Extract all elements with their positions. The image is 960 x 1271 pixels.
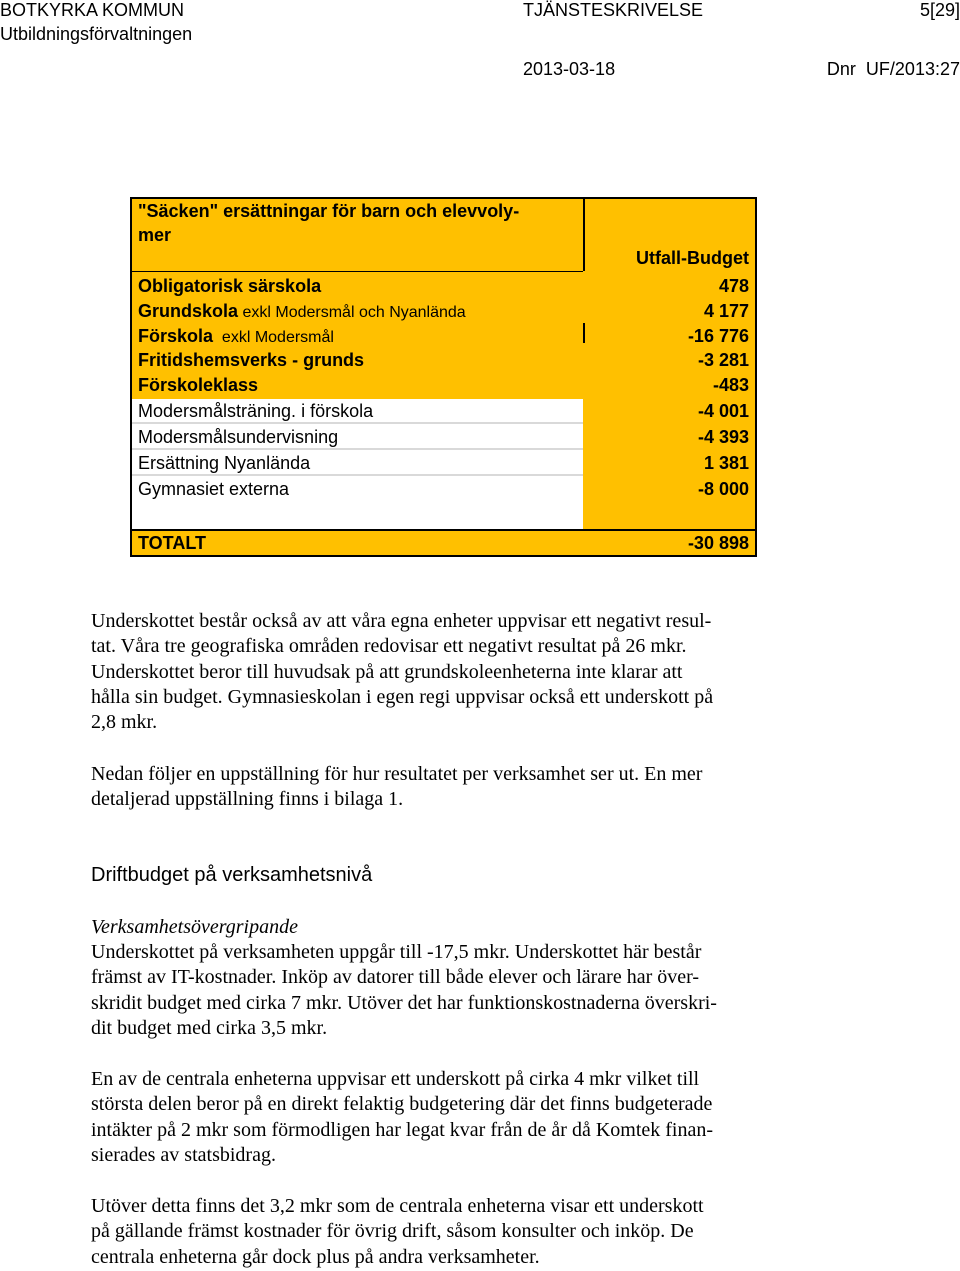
row-value: 478 — [718, 276, 749, 296]
row-label: Modersmålsundervisning — [138, 427, 339, 447]
row-label: Förskola exkl Modersmål — [138, 326, 334, 346]
total-value: -30 898 — [687, 533, 749, 553]
row-label: Gymnasiet externa — [138, 479, 290, 499]
row-value: -4 001 — [697, 401, 749, 421]
paragraph-central-units-other: Utöver detta finns det 3,2 mkr som de centrala enheterna visar ett underskott på gällande främst kostnader för övrig drift, såsom konsulter och inköp. De centrala enheterna går dock plus på andra verksamheter. — [91, 1195, 704, 1268]
total-label: TOTALT — [138, 533, 206, 553]
total-row-divider — [130, 529, 757, 531]
table-title: "Säcken" ersättningar för barn och elevvoly- mer — [138, 201, 520, 245]
row-value: -3 281 — [697, 350, 749, 370]
border-left — [130, 197, 132, 557]
row-value: -483 — [712, 375, 749, 395]
row-value: 1 381 — [703, 453, 749, 473]
document-type: TJÄNSTESKRIVELSE — [523, 0, 704, 20]
row-value: -4 393 — [697, 427, 749, 447]
paragraph-central-unit: En av de centrala enheterna uppvisar ett underskott på cirka 4 mkr vilket till största delen beror på en direkt felaktig budgetering där det finns budgeterade intäkter på 2 mkr som förmodligen har legat kvar från de år då Komtek finan- sierades av statsbidrag. — [91, 1068, 714, 1166]
column-header: Utfall-Budget — [636, 248, 749, 268]
title-column-divider — [583, 197, 585, 271]
total-fill — [130, 529, 757, 557]
page-number: 5[29] — [919, 0, 960, 20]
row-divider — [130, 474, 583, 476]
subheading: Verksamhetsövergripande — [91, 916, 298, 938]
row-divider — [130, 422, 583, 424]
section-heading: Driftbudget på verksamhetsnivå — [91, 864, 373, 886]
paragraph-overview-intro: Nedan följer en uppställning för hur resultatet per verksamhet ser ut. En mer detaljerad uppställning finns i bilaga 1. — [91, 763, 703, 811]
row-label: Ersättning Nyanlända — [138, 453, 311, 473]
row-label: Förskoleklass — [138, 375, 259, 395]
cell-marker — [583, 323, 585, 343]
row-value: -16 776 — [687, 326, 749, 346]
compensation-table — [130, 197, 757, 557]
row-divider — [130, 448, 583, 450]
org-name: BOTKYRKA KOMMUN — [0, 0, 185, 20]
row-value: -8 000 — [697, 479, 749, 499]
paragraph-it-costs: Underskottet på verksamheten uppgår till -17,5 mkr. Underskottet här består främst av IT-kostnader. Inköp av datorer till både elever och lärare har över- skridit budget med cirka 7 mkr. Utöver det har funktionskostnaderna överskri- dit budget med cirka 3,5 mkr. — [91, 941, 717, 1039]
row-label: Modersmålsträning. i förskola — [138, 401, 374, 421]
row-label: Grundskola exkl Modersmål och Nyanlända — [138, 301, 466, 321]
row-label: Fritidshemsverks - grunds — [138, 350, 365, 370]
title-row-divider — [130, 271, 583, 272]
department-name: Utbildningsförvaltningen — [0, 24, 193, 44]
row-label: Obligatorisk särskola — [138, 276, 322, 296]
document-reference: Dnr UF/2013:27 — [826, 59, 960, 79]
paragraph-deficit-summary: Underskottet består också av att våra egna enheter uppvisar ett negativt resul- tat. Våra tre geografiska områden redovisar ett negativt resultat på 26 mkr. Underskottet beror till huvudsak på att grundskoleenheterna inte klarar att hålla sin budget. Gymnasieskolan i egen regi uppvisar också ett underskott på 2,8 mkr. — [91, 610, 714, 734]
document-date: 2013-03-18 — [523, 59, 616, 79]
border-right — [755, 197, 757, 557]
row-value: 4 177 — [703, 301, 749, 321]
border-bottom — [130, 555, 757, 557]
